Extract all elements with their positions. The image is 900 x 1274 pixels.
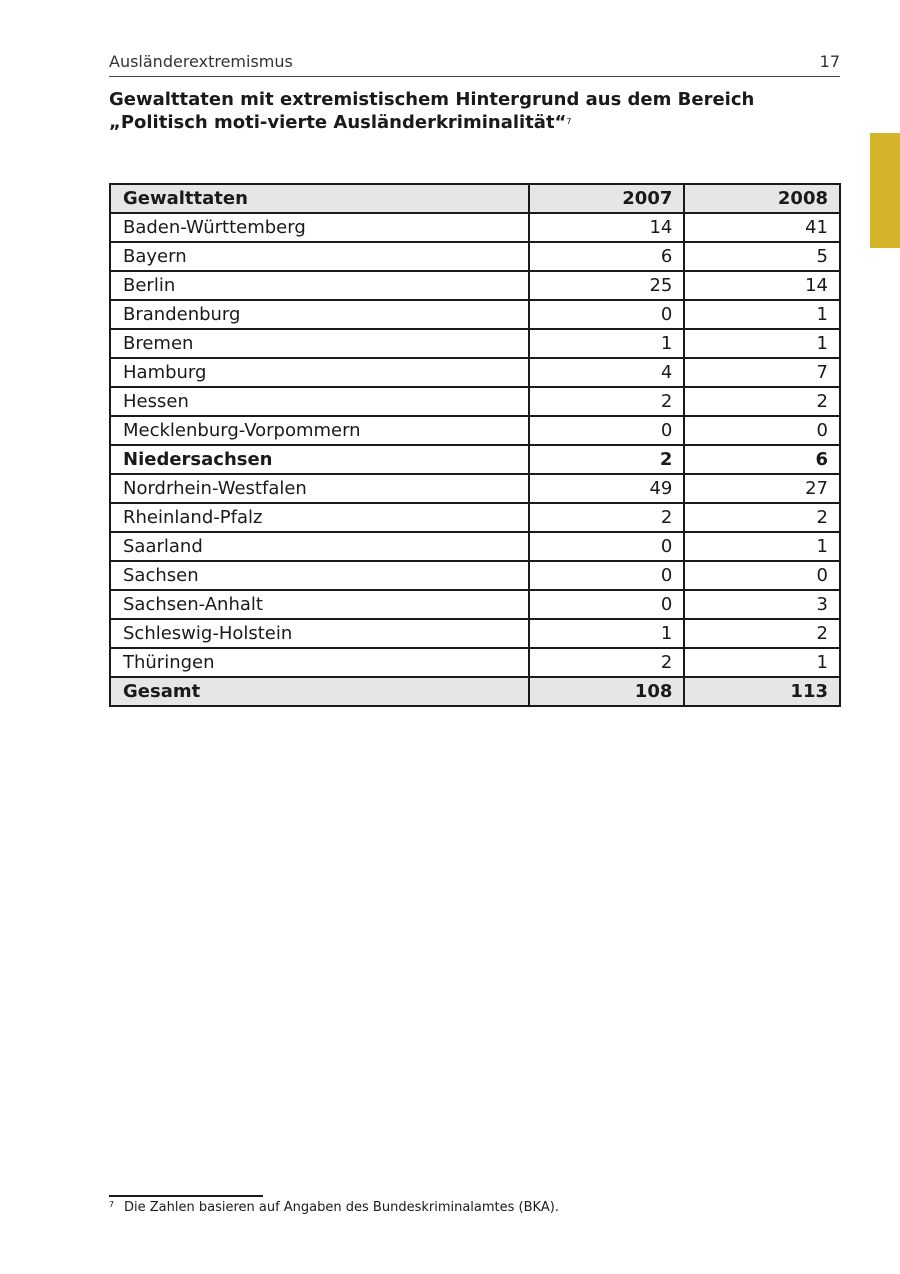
- total-label: Gesamt: [110, 677, 529, 706]
- table-row: [110, 416, 840, 445]
- state-name: Hamburg: [110, 358, 529, 387]
- value-2007: 49: [529, 474, 685, 503]
- value-2008: 3: [684, 590, 840, 619]
- value-2007: 0: [529, 561, 685, 590]
- heading-text: Gewalttaten mit extremistischem Hintergrund aus dem Bereich „Politisch moti-vierte Ausländerkriminalität“: [109, 89, 755, 133]
- state-name: Schleswig-Holstein: [110, 619, 529, 648]
- value-2007: 2: [529, 648, 685, 677]
- value-2007: 1: [529, 619, 685, 648]
- state-name: Niedersachsen: [110, 445, 529, 474]
- state-name: Mecklenburg-Vorpommern: [110, 416, 529, 445]
- value-2007: 2: [529, 387, 685, 416]
- table-row: [110, 532, 840, 561]
- state-name: Berlin: [110, 271, 529, 300]
- value-2008: 1: [684, 300, 840, 329]
- value-2008: 2: [684, 619, 840, 648]
- value-2008: 0: [684, 561, 840, 590]
- table-heading: [109, 88, 840, 134]
- running-header: [109, 52, 840, 77]
- table-row: [110, 561, 840, 590]
- state-name: Bayern: [110, 242, 529, 271]
- violence-statistics-table: [109, 183, 841, 707]
- value-2008: 1: [684, 532, 840, 561]
- value-2007: 1: [529, 329, 685, 358]
- value-2008: 41: [684, 213, 840, 242]
- column-header-2007: 2007: [529, 184, 685, 213]
- column-header-2008: 2008: [684, 184, 840, 213]
- table-row: [110, 300, 840, 329]
- state-name: Baden-Württemberg: [110, 213, 529, 242]
- table-row-highlighted: [110, 445, 840, 474]
- state-name: Sachsen: [110, 561, 529, 590]
- page-number: 17: [819, 52, 840, 71]
- value-2007: 0: [529, 532, 685, 561]
- value-2008: 14: [684, 271, 840, 300]
- value-2008: 5: [684, 242, 840, 271]
- footnote: [109, 1200, 559, 1215]
- value-2008: 2: [684, 503, 840, 532]
- state-name: Saarland: [110, 532, 529, 561]
- table-row: [110, 619, 840, 648]
- table-row: [110, 271, 840, 300]
- table-header-row: [110, 184, 840, 213]
- value-2007: 0: [529, 300, 685, 329]
- value-2007: 14: [529, 213, 685, 242]
- table-row: [110, 648, 840, 677]
- value-2007: 2: [529, 445, 685, 474]
- table-row: [110, 242, 840, 271]
- footnote-divider: [109, 1195, 263, 1197]
- total-2008: 113: [684, 677, 840, 706]
- table-row: [110, 503, 840, 532]
- table-row: [110, 474, 840, 503]
- state-name: Bremen: [110, 329, 529, 358]
- value-2007: 25: [529, 271, 685, 300]
- value-2008: 0: [684, 416, 840, 445]
- column-header-category: Gewalttaten: [110, 184, 529, 213]
- value-2007: 6: [529, 242, 685, 271]
- table-row: [110, 329, 840, 358]
- table-row: [110, 590, 840, 619]
- value-2007: 0: [529, 416, 685, 445]
- value-2007: 0: [529, 590, 685, 619]
- state-name: Brandenburg: [110, 300, 529, 329]
- footnote-reference: 7: [566, 117, 572, 126]
- section-color-tab: [870, 133, 900, 248]
- value-2007: 2: [529, 503, 685, 532]
- state-name: Thüringen: [110, 648, 529, 677]
- value-2007: 4: [529, 358, 685, 387]
- value-2008: 6: [684, 445, 840, 474]
- footnote-text: Die Zahlen basieren auf Angaben des Bundeskriminalamtes (BKA).: [124, 1200, 559, 1215]
- table-row: [110, 387, 840, 416]
- value-2008: 27: [684, 474, 840, 503]
- state-name: Hessen: [110, 387, 529, 416]
- table-row: [110, 213, 840, 242]
- state-name: Rheinland-Pfalz: [110, 503, 529, 532]
- value-2008: 1: [684, 329, 840, 358]
- table-row: [110, 358, 840, 387]
- state-name: Sachsen-Anhalt: [110, 590, 529, 619]
- state-name: Nordrhein-Westfalen: [110, 474, 529, 503]
- value-2008: 1: [684, 648, 840, 677]
- table-total-row: [110, 677, 840, 706]
- value-2008: 7: [684, 358, 840, 387]
- total-2007: 108: [529, 677, 685, 706]
- footnote-mark: 7: [109, 1200, 115, 1209]
- running-title: Ausländerextremismus: [109, 52, 293, 71]
- value-2008: 2: [684, 387, 840, 416]
